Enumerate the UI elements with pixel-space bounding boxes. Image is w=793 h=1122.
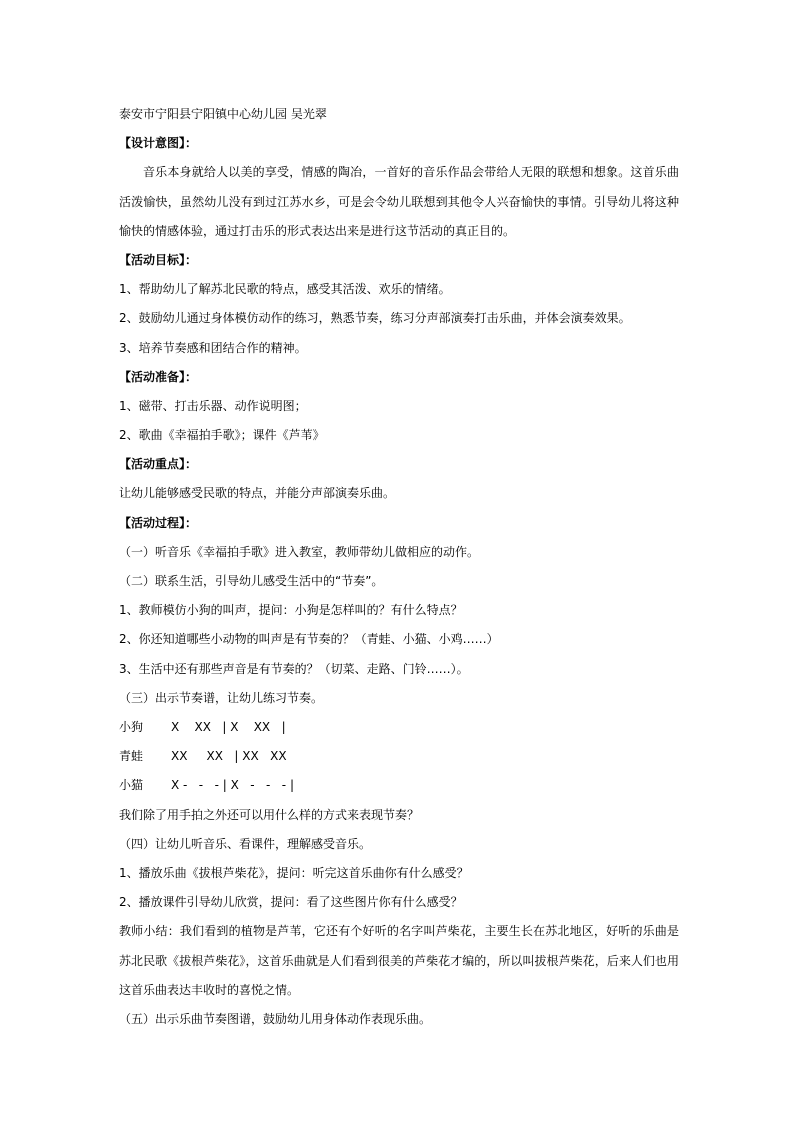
rhythm-label: 青蛙 (119, 749, 144, 764)
rhythm-row-frog (119, 742, 679, 771)
process-heading: 【活动过程】： (119, 515, 198, 530)
prep-item: 2、歌曲《幸福拍手歌》；课件《芦苇》 (119, 428, 325, 443)
goal-item: 1、帮助幼儿了解苏北民歌的特点，感受其活泼、欢乐的情绪。 (119, 282, 451, 297)
process-line: 1、播放乐曲《拔根芦柴花》，提问：听完这首乐曲你有什么感受？ (119, 865, 469, 880)
focus-text: 让幼儿能够感受民歌的特点，并能分声部演奏乐曲。 (119, 486, 396, 501)
final-line: （五）出示乐曲节奏图谱，鼓励幼儿用身体动作表现乐曲。 (119, 1011, 432, 1026)
goal-item: 3、培养节奏感和团结合作的精神。 (119, 340, 307, 355)
design-heading: 【设计意图】： (119, 136, 198, 151)
goal-item: 2、鼓励幼儿通过身体模仿动作的练习，熟悉节奏，练习分声部演奏打击乐曲，并体会演奏效果。 (119, 311, 631, 326)
design-paragraph: 音乐本身就给人以美的享受，情感的陶冶，一首好的音乐作品会带给人无限的联想和想象。这首乐曲活泼愉快，虽然幼儿没有到过江苏水乡，可是会令幼儿联想到其他令人兴奋愉快的事情。引导幼儿将这种愉快的情感体验，通过打击乐的形式表达出来是进行这节活动的真正目的。 (119, 165, 679, 238)
rhythm-notes: X - - - | X - - - | (171, 778, 294, 793)
process-line: （二）联系生活，引导幼儿感受生活中的“节奏”。 (119, 574, 384, 589)
prep-item: 1、磁带、打击乐器、动作说明图； (119, 398, 307, 413)
rhythm-row-cat (119, 771, 679, 800)
rhythm-notes: X XX | X XX | (171, 719, 286, 734)
process-line: 2、播放课件引导幼儿欣赏，提问：看了这些图片你有什么感受？ (119, 895, 463, 910)
rhythm-label: 小狗 (119, 719, 144, 734)
rhythm-row-dog (119, 713, 679, 742)
process-line: 1、教师模仿小狗的叫声，提问：小狗是怎样叫的？有什么特点？ (119, 603, 463, 618)
goals-heading: 【活动目标】： (119, 252, 198, 267)
process-line: （一）听音乐《幸福拍手歌》进入教室，教师带幼儿做相应的动作。 (119, 544, 480, 559)
author-line: 泰安市宁阳县宁阳镇中心幼儿园 吴光翠 (119, 107, 327, 121)
process-line: 3、生活中还有那些声音是有节奏的？（切菜、走路、门铃……）。 (119, 661, 469, 676)
prep-heading: 【活动准备】： (119, 369, 198, 384)
question-line: 我们除了用手拍之外还可以用什么样的方式来表现节奏？ (119, 807, 420, 822)
teacher-summary: 教师小结：我们看到的植物是芦苇，它还有个好听的名字叫芦柴花，主要生长在苏北地区，好听的乐曲是苏北民歌《拔根芦柴花》，这首乐曲就是人们看到很美的芦柴花才编的，所以叫拔根芦柴花，后来人们也用这首乐曲表达丰收时的喜悦之情。 (119, 924, 679, 997)
process-line: （三）出示节奏谱，让幼儿练习节奏。 (119, 690, 324, 705)
process-line: （四）让幼儿听音乐、看课件，理解感受音乐。 (119, 836, 372, 851)
focus-heading: 【活动重点】： (119, 457, 198, 472)
document-content (119, 100, 679, 1034)
process-line: 2、你还知道哪些小动物的叫声是有节奏的？（青蛙、小猫、小鸡……） (119, 632, 499, 647)
rhythm-label: 小猫 (119, 778, 144, 793)
rhythm-notes: XX XX | XX XX (171, 749, 287, 764)
